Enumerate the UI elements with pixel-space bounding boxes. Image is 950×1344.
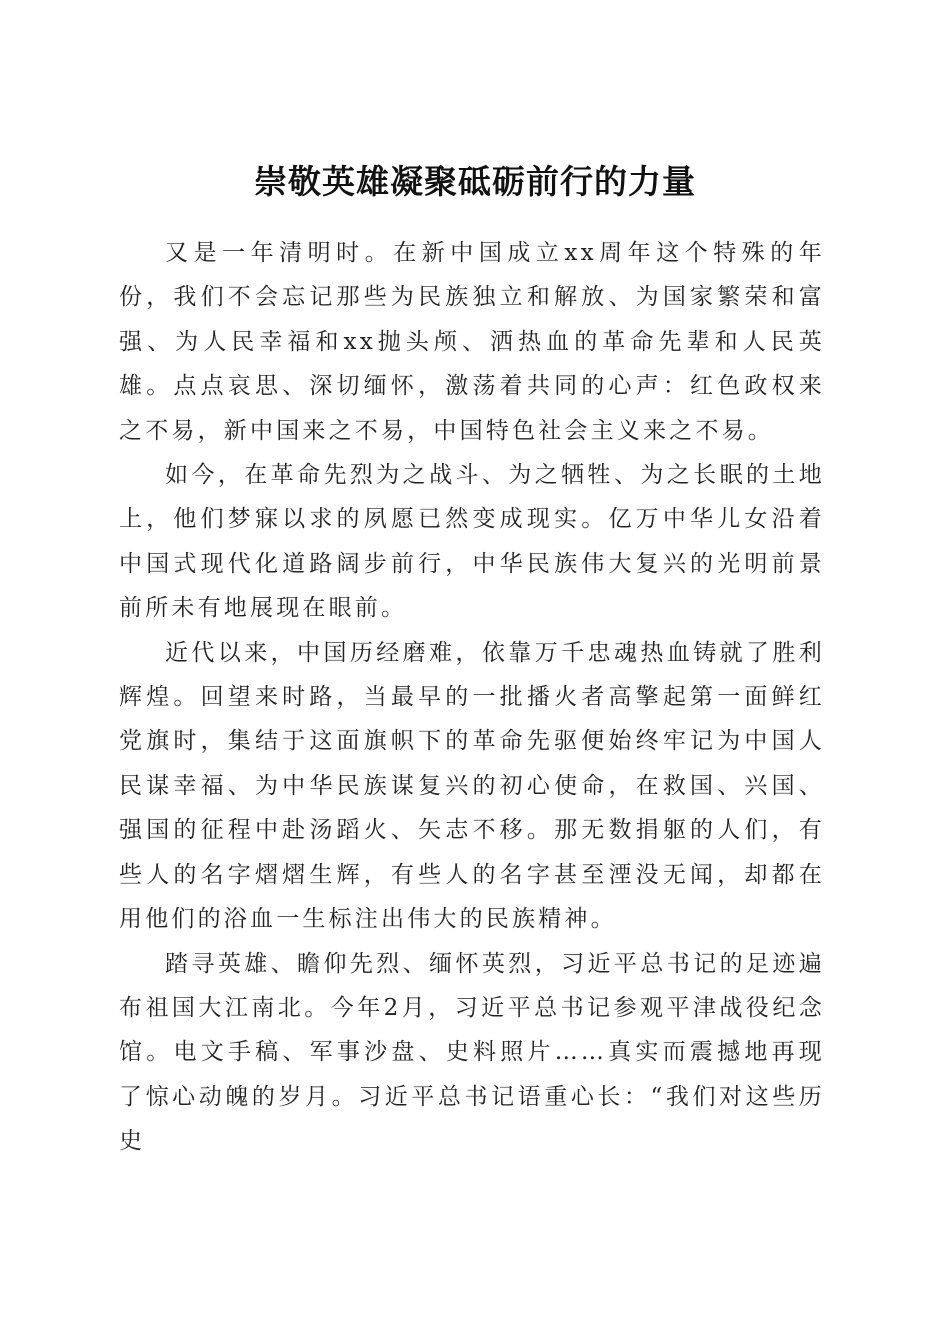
paragraph: 如今，在革命先烈为之战斗、为之牺牲、为之长眠的土地上，他们梦寐以求的夙愿已然变成现实。亿万中华儿女沿着中国式现代化道路阔步前行，中华民族伟大复兴的光明前景前所未有地展现在眼前。 — [119, 462, 825, 622]
paragraph: 又是一年清明时。在新中国成立xx周年这个特殊的年份，我们不会忘记那些为民族独立和解放、为国家繁荣和富强、为人民幸福和xx抛头颅、洒热血的革命先辈和人民英雄。点点哀思、深切缅怀，激荡着共同的心声：红色政权来之不易，新中国来之不易，中国特色社会主义来之不易。 — [119, 240, 825, 444]
paragraph: 近代以来，中国历经磨难，依靠万千忠魂热血铸就了胜利辉煌。回望来时路，当最早的一批播火者高擎起第一面鲜红党旗时，集结于这面旗帜下的革命先驱便始终牢记为中国人民谋幸福、为中华民族谋复兴的初心使命，在救国、兴国、强国的征程中赴汤蹈火、矢志不移。那无数捐躯的人们，有些人的名字熠熠生辉，有些人的名字甚至湮没无闻，却都在用他们的浴血一生标注出伟大的民族精神。 — [119, 639, 825, 933]
document-title: 崇敬英雄凝聚砥砺前行的力量 — [254, 162, 696, 202]
paragraph: 踏寻英雄、瞻仰先烈、缅怀英烈，习近平总书记的足迹遍布祖国大江南北。今年2月，习近平总书记参观平津战役纪念馆。电文手稿、军事沙盘、史料照片……真实而震撼地再现了惊心动魄的岁月。习近平总书记语重心长：“我们对这些历史 — [119, 950, 825, 1155]
document-body — [119, 231, 825, 1164]
